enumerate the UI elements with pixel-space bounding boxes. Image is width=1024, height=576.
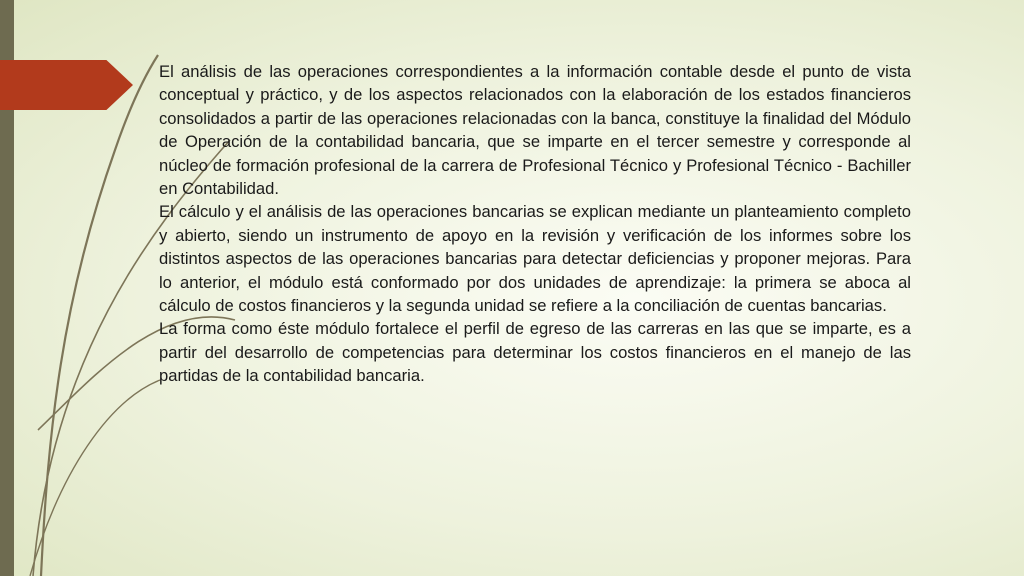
paragraph-3: La forma como éste módulo fortalece el perfil de egreso de las carreras en las que se imparte, es a partir del desarrollo de competencias para determinar los costos financieros en el manejo de las partidas de la contabilidad bancaria. <box>159 319 911 386</box>
paragraph-1: El análisis de las operaciones correspondientes a la información contable desde el punto de vista conceptual y práctico, y de los aspectos relacionados con la elaboración de los estados financieros consolidados a partir de las operaciones relacionadas con la banca, constituye la finalidad del Módulo de Operación de la contabilidad bancaria, que se imparte en el tercer semestre y corresponde al núcleo de formación profesional de la carrera de Profesional Técnico y Profesional Técnico - Bachiller en Contabilidad. <box>159 62 911 199</box>
accent-arrow-tab <box>0 60 133 110</box>
body-text <box>159 60 911 388</box>
decorative-curve-low <box>30 380 160 576</box>
paragraph-2: El cálculo y el análisis de las operaciones bancarias se explican mediante un planteamiento completo y abierto, siendo un instrumento de apoyo en la revisión y verificación de los informes sobre los distintos aspectos de las operaciones bancarias para detectar deficiencias y proponer mejoras. Para lo anterior, el módulo está conformado por dos unidades de aprendizaje: la primera se aboca al cálculo de costos financieros y la segunda unidad se refiere a la conciliación de cuentas bancarias. <box>159 202 911 316</box>
